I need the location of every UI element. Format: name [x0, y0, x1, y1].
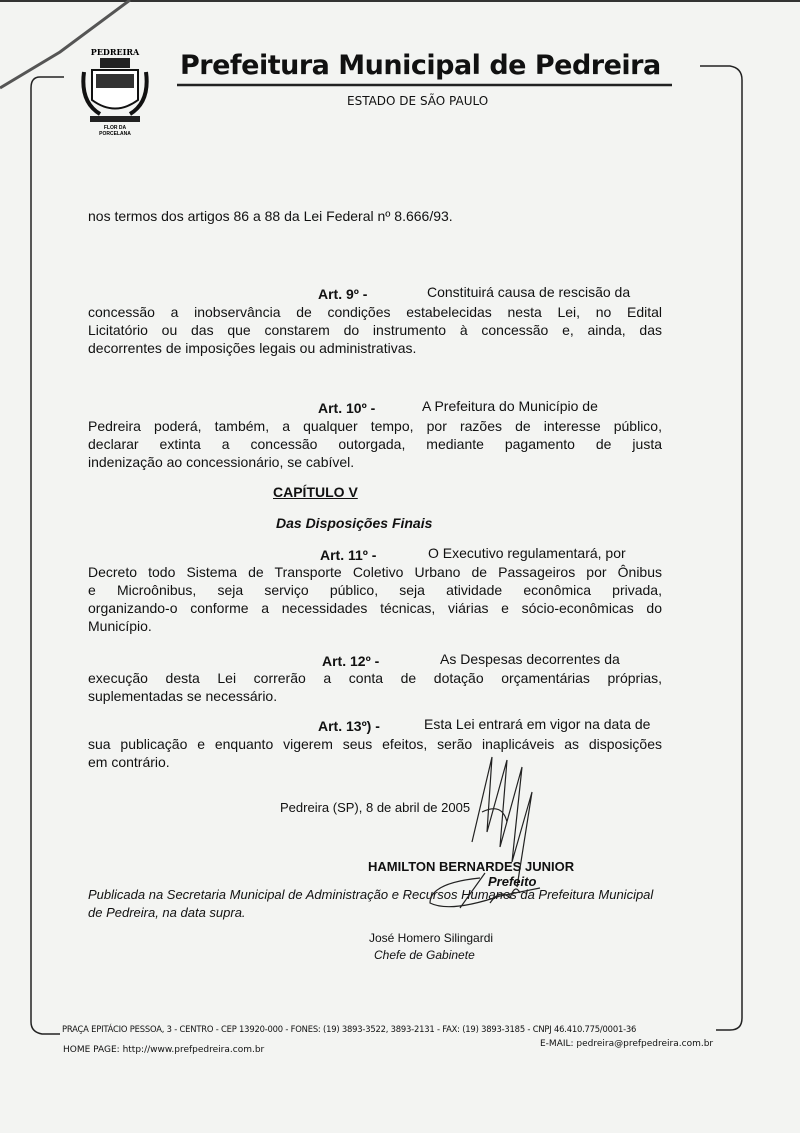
article-line: execução desta Lei correrão a conta de dotação orçamentárias próprias, — [88, 670, 662, 686]
article-label: Art. 12º - — [322, 653, 380, 669]
city-crest-logo — [80, 42, 150, 137]
article-label: Art. 9º - — [318, 286, 368, 302]
footer-homepage: HOME PAGE: http://www.prefpedreira.com.br — [63, 1045, 265, 1055]
secretary-role: Chefe de Gabinete — [374, 948, 475, 962]
article-line: suplementadas se necessário. — [88, 688, 278, 704]
article-line: sua publicação e enquanto vigerem seus efeitos, serão inaplicáveis as disposições — [88, 736, 662, 752]
article-line: decorrentes de imposições legais ou administrativas. — [88, 340, 417, 356]
article-lead: Constituirá causa de rescisão da — [427, 284, 631, 300]
svg-text:PEDREIRA: PEDREIRA — [90, 47, 140, 57]
footer-email: E-MAIL: pedreira@prefpedreira.com.br — [540, 1039, 714, 1049]
secretary-name: José Homero Silingardi — [369, 931, 494, 945]
article-lead: O Executivo regulamentará, por — [428, 545, 626, 561]
publication-line: Publicada na Secretaria Municipal de Administração e Recursos Humanos da Prefeitura Municipal — [88, 887, 654, 902]
article-line: indenização ao concessionário, se cabível. — [88, 454, 355, 470]
article-lead: A Prefeitura do Município de — [422, 398, 598, 414]
publication-line: de Pedreira, na data supra. — [88, 905, 246, 920]
article-line: Município. — [88, 618, 152, 634]
article-line: organizando-o conforme a necessidades técnicas, viárias e sócio-econômicas do — [88, 600, 662, 616]
mayor-name: HAMILTON BERNARDES JUNIOR — [368, 859, 575, 874]
article-line: Pedreira poderá, também, a qualquer tempo, por razões de interesse público, — [88, 418, 662, 434]
header-title: Prefeitura Municipal de Pedreira — [180, 50, 661, 81]
intro-text: nos termos dos artigos 86 a 88 da Lei Federal nº 8.666/93. — [88, 208, 453, 224]
article-line: e Microônibus, seja serviço público, seja atividade econômica privada, — [88, 582, 662, 598]
secretary-signature — [400, 868, 550, 918]
article-line: Decreto todo Sistema de Transporte Coletivo Urbano de Passageiros por Ônibus — [88, 564, 662, 580]
article-lead: Esta Lei entrará em vigor na data de — [424, 716, 651, 732]
article-line: Licitatório ou das que constarem do instrumento à concessão e, ainda, das — [88, 322, 662, 338]
svg-text:FLOR DA: FLOR DA — [103, 125, 127, 131]
signature-date: Pedreira (SP), 8 de abril de 2005 — [280, 800, 471, 815]
article-line: em contrário. — [88, 754, 170, 770]
article-line: concessão a inobservância de condições estabelecidas nesta Lei, no Edital — [88, 304, 662, 320]
article-lead: As Despesas decorrentes da — [440, 651, 620, 667]
chapter-subtitle: Das Disposições Finais — [276, 515, 433, 531]
article-label: Art. 10º - — [318, 400, 376, 416]
article-line: declarar extinta a concessão outorgada, mediante pagamento de justa — [88, 436, 662, 452]
footer-address: PRAÇA EPITÁCIO PESSOA, 3 - CENTRO - CEP 13920-000 - FONES: (19) 3893-3522, 3893-2131 - FAX: (19) 3893-3185 - CNPJ 46.410.775/0001-36 — [62, 1024, 637, 1034]
chapter-title: CAPÍTULO V — [273, 484, 358, 500]
mayor-role: Prefeito — [488, 874, 537, 889]
article-label: Art. 11º - — [320, 547, 377, 563]
article-label: Art. 13º) - — [318, 718, 380, 734]
header-subtitle: ESTADO DE SÃO PAULO — [347, 94, 489, 108]
svg-text:PORCELANA: PORCELANA — [99, 131, 131, 137]
